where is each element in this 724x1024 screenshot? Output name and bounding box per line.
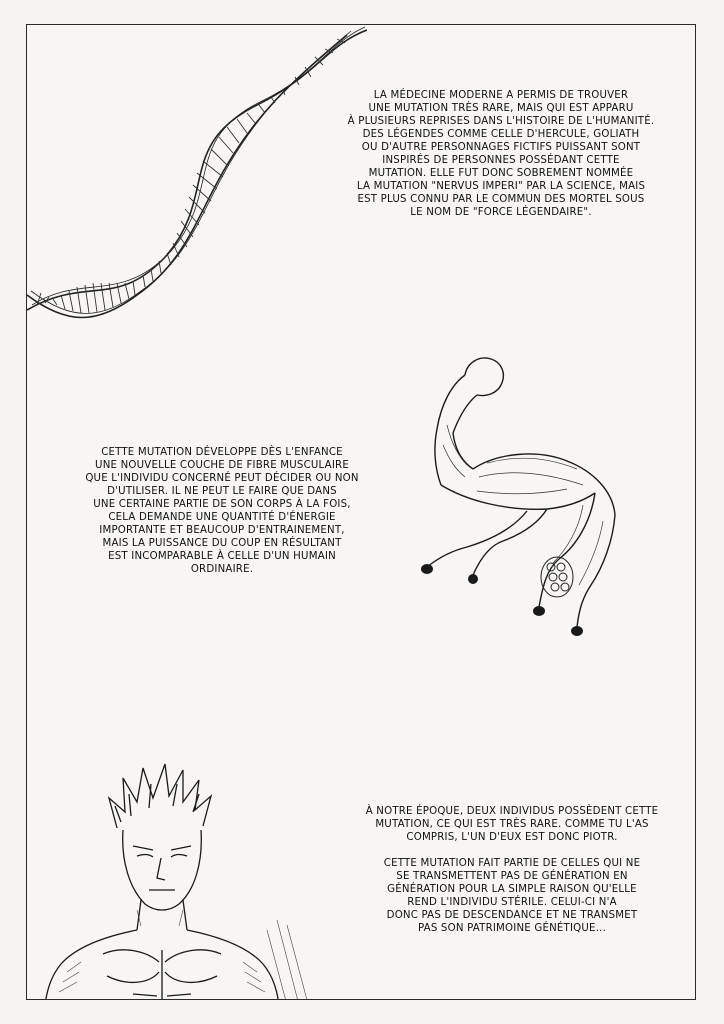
caption-line: MAIS LA PUISSANCE DU COUP EN RÉSULTANT	[102, 538, 342, 549]
caption-line: LA MUTATION "NERVUS IMPERI" PAR LA SCIENCE, MAIS	[356, 181, 646, 192]
caption-line: UNE MUTATION TRÈS RARE, MAIS QUI EST APPARU	[368, 103, 634, 114]
caption-mutation-effect	[57, 446, 387, 576]
caption-line: UNE NOUVELLE COUCHE DE FIBRE MUSCULAIRE	[95, 460, 349, 471]
caption-line: SE TRANSMETTENT PAS DE GÉNÉRATION EN	[396, 871, 628, 882]
caption-mutation-carriers	[327, 805, 696, 935]
caption-line: QUE L'INDIVIDU CONCERNÉ PEUT DÉCIDER OU NON	[85, 473, 359, 484]
muscle-arm-illustration	[407, 345, 637, 645]
caption-line: DES LÉGENDES COMME CELLE D'HERCULE, GOLIATH	[362, 129, 640, 140]
comic-page-frame	[26, 24, 696, 1000]
caption-line: COMPRIS, L'UN D'EUX EST DONC PIOTR.	[406, 832, 618, 843]
caption-line: DONC PAS DE DESCENDANCE ET NE TRANSMET	[386, 910, 638, 921]
caption-line: LE NOM DE "FORCE LÉGENDAIRE".	[410, 207, 592, 218]
caption-line: ORDINAIRE.	[190, 564, 254, 575]
caption-line: PAS SON PATRIMOINE GÉNÉTIQUE...	[417, 923, 607, 934]
caption-line: EST INCOMPARABLE À CELLE D'UN HUMAIN	[108, 551, 336, 562]
caption-line: MUTATION, CE QUI EST TRÈS RARE. COMME TU L'AS	[375, 819, 649, 830]
caption-line: INSPIRÉS DE PERSONNES POSSÉDANT CETTE	[382, 155, 620, 166]
caption-line: D'UTILISER. IL NE PEUT LE FAIRE QUE DANS	[107, 486, 337, 497]
character-portrait-illustration	[37, 750, 317, 1000]
caption-line: GÉNÉRATION POUR LA SIMPLE RAISON QU'ELLE	[387, 884, 637, 895]
caption-line: OU D'AUTRE PERSONNAGES FICTIFS PUISSANT SONT	[361, 142, 641, 153]
caption-line: EST PLUS CONNU PAR LE COMMUN DES MORTEL SOUS	[357, 194, 645, 205]
caption-line: REND L'INDIVIDU STÉRILE. CELUI-CI N'A	[407, 897, 617, 908]
caption-line: CETTE MUTATION DÉVELOPPE DÈS L'ENFANCE	[101, 447, 343, 458]
caption-line: IMPORTANTE ET BEAUCOUP D'ENTRAINEMENT,	[99, 525, 345, 536]
caption-mutation-discovery	[321, 89, 681, 219]
dna-helix-illustration	[27, 25, 367, 345]
caption-line: À NOTRE ÉPOQUE, DEUX INDIVIDUS POSSÈDENT CETTE	[365, 806, 659, 817]
caption-line: UNE CERTAINE PARTIE DE SON CORPS À LA FOIS,	[93, 499, 351, 510]
paragraph-gap	[327, 844, 696, 857]
caption-line: CETTE MUTATION FAIT PARTIE DE CELLES QUI NE	[383, 858, 641, 869]
caption-line: CELA DEMANDE UNE QUANTITÉ D'ÉNERGIE	[108, 512, 336, 523]
caption-line: MUTATION. ELLE FUT DONC SOBREMENT NOMMÉE	[368, 168, 634, 179]
caption-line: LA MÉDECINE MODERNE A PERMIS DE TROUVER	[373, 90, 629, 101]
caption-line: À PLUSIEURS REPRISES DANS L'HISTOIRE DE L'HUMANITÉ.	[347, 116, 655, 127]
